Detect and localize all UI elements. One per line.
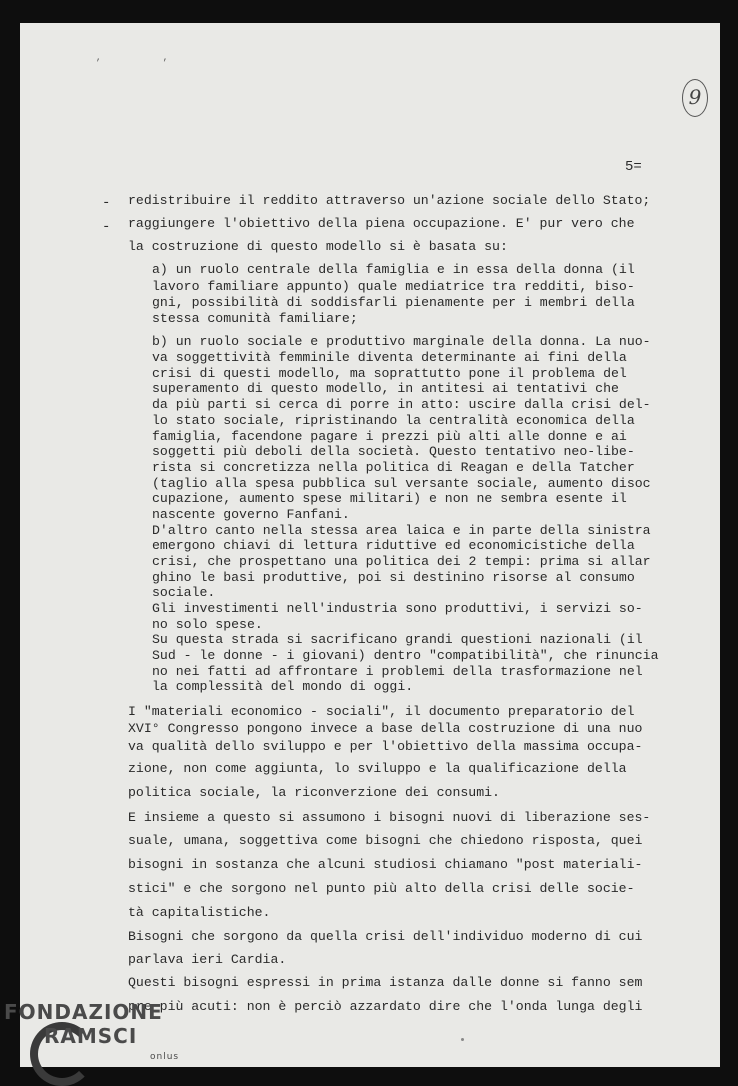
text-line: lo stato sociale, ripristinando la centralità economica della <box>152 413 635 428</box>
text-line: Questi bisogni espressi in prima istanza dalle donne si fanno sem <box>128 975 643 990</box>
text-line: Su questa strada si sacrificano grandi questioni nazionali (il <box>152 632 643 647</box>
bullet-line: raggiungere l'obiettivo della piena occupazione. E' pur vero che <box>128 216 635 231</box>
text-line: la complessità del mondo di oggi. <box>152 679 414 694</box>
top-marks: , , <box>96 53 197 63</box>
text-line: E insieme a questo si assumono i bisogni nuovi di liberazione ses- <box>128 810 651 825</box>
text-line: tà capitalistiche. <box>128 905 271 920</box>
text-line: gni, possibilità di soddisfarli pienamente per i membri della <box>152 295 635 310</box>
bullet-line: redistribuire il reddito attraverso un'azione sociale dello Stato; <box>128 193 651 208</box>
bullet-dash: - <box>102 195 111 211</box>
text-line: b) un ruolo sociale e produttivo marginale della donna. La nuo- <box>152 334 651 349</box>
text-line: superamento di questo modello, in antitesi ai tentativi che <box>152 381 619 396</box>
text-line: famiglia, facendone pagare i prezzi più alti alle donne e ai <box>152 429 627 444</box>
paper-speck <box>461 1038 464 1041</box>
watermark-line-1: FONDAZIONE <box>4 1000 163 1024</box>
text-line: D'altro canto nella stessa area laica e in parte della sinistra <box>152 523 651 538</box>
text-line: nascente governo Fanfani. <box>152 507 350 522</box>
text-line: sociale. <box>152 585 216 600</box>
fondazione-gramsci-watermark <box>4 1000 194 1076</box>
text-line: bisogni in sostanza che alcuni studiosi chiamano "post materiali- <box>128 857 643 872</box>
text-line: I "materiali economico - sociali", il documento preparatorio del <box>128 704 635 719</box>
text-line: no nei fatti ad affrontare i problemi della trasformazione nel <box>152 664 643 679</box>
text-line: va soggettività femminile diventa determinante ai fini della <box>152 350 627 365</box>
text-line: a) un ruolo centrale della famiglia e in essa della donna (il <box>152 262 635 277</box>
bullet-dash: - <box>102 219 111 235</box>
text-line: lavoro familiare appunto) quale mediatrice tra redditi, biso- <box>152 279 635 294</box>
watermark-line-3: onlus <box>150 1052 180 1062</box>
page-number: 5= <box>625 159 642 175</box>
text-line: XVI° Congresso pongono invece a base della costruzione di una nuo <box>128 721 643 736</box>
document-page <box>20 23 720 1067</box>
text-line: soggetti più deboli della società. Questo tentativo neo-libe- <box>152 444 635 459</box>
text-line: stessa comunità familiare; <box>152 311 358 326</box>
text-line: ghino le basi produttive, poi si destinino risorse al consumo <box>152 570 635 585</box>
text-line: no solo spese. <box>152 617 263 632</box>
text-line: da più parti si cerca di porre in atto: uscire dalla crisi del- <box>152 397 651 412</box>
text-line: zione, non come aggiunta, lo sviluppo e la qualificazione della <box>128 761 627 776</box>
text-line: politica sociale, la riconverzione dei consumi. <box>128 785 500 800</box>
text-line: parlava ieri Cardia. <box>128 952 287 967</box>
text-line: emergono chiavi di lettura riduttive ed economicistiche della <box>152 538 635 553</box>
text-line: (taglio alla spesa pubblica sul versante sociale, aumento disoc <box>152 476 651 491</box>
circled-page-number: 9 <box>682 79 708 117</box>
text-line: crisi di questi modello, ma soprattutto pone il problema del <box>152 366 627 381</box>
text-line: suale, umana, soggettiva come bisogni che chiedono risposta, quei <box>128 833 643 848</box>
text-line: Bisogni che sorgono da quella crisi dell'individuo moderno di cui <box>128 929 643 944</box>
text-line: pre più acuti: non è perciò azzardato dire che l'onda lunga degli <box>128 999 643 1014</box>
text-line: stici" e che sorgono nel punto più alto della crisi delle socie- <box>128 881 635 896</box>
text-line: Sud - le donne - i giovani) dentro "compatibilità", che rinuncia <box>152 648 659 663</box>
text-line: rista si concretizza nella politica di Reagan e della Tatcher <box>152 460 635 475</box>
text-line: cupazione, aumento spese militari) e non ne sembra esente il <box>152 491 627 506</box>
text-line: la costruzione di questo modello si è basata su: <box>128 239 508 254</box>
text-line: crisi, che prospettano una politica dei 2 tempi: prima si allar <box>152 554 651 569</box>
watermark-line-2: RAMSCI <box>44 1024 138 1048</box>
text-line: Gli investimenti nell'industria sono produttivi, i servizi so- <box>152 601 643 616</box>
text-line: va qualità dello sviluppo e per l'obiettivo della massima occupa- <box>128 739 643 754</box>
